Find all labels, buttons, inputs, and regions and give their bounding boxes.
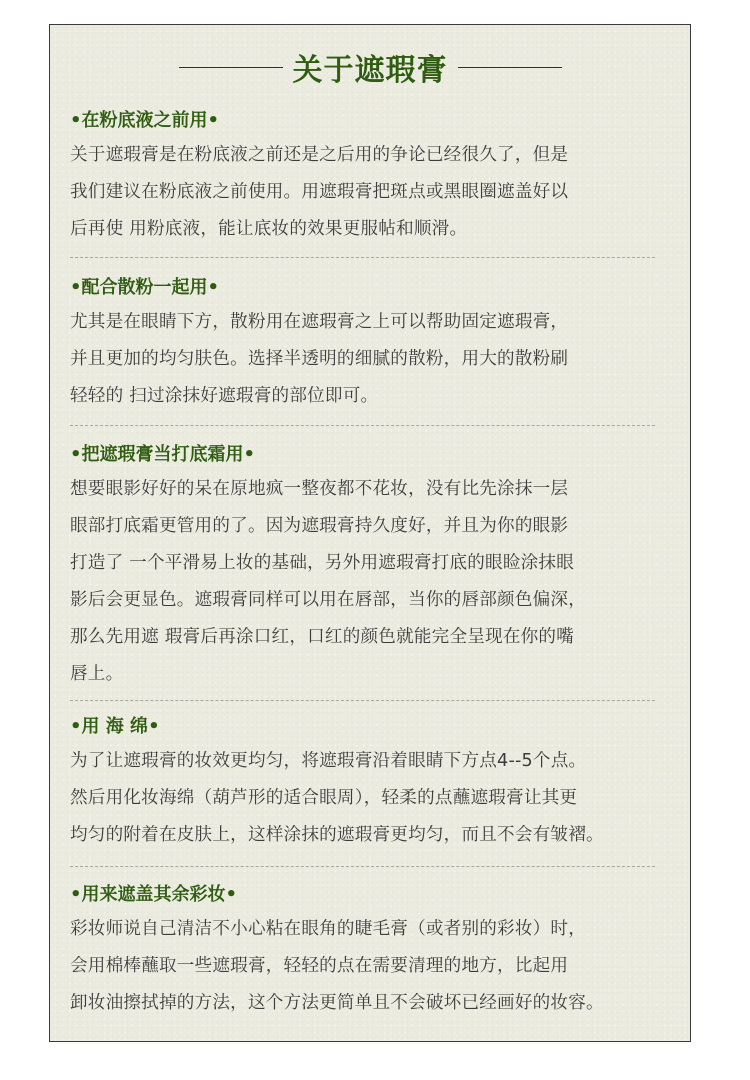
section-before-foundation [70, 105, 676, 248]
section-heading: •把遮瑕膏当打底霜用• [70, 444, 256, 465]
bullet-dot-icon: • [148, 716, 160, 737]
paragraph-line: 想要眼影好好的呆在原地疯一整夜都不花妆，没有比先涂抹一层 [70, 479, 569, 499]
bullet-dot-icon: • [243, 444, 256, 465]
section-use-sponge [70, 711, 676, 854]
paragraph-line: 唇上。 [70, 664, 124, 684]
bullet-dot-icon: • [70, 277, 82, 298]
article-card [49, 24, 691, 1042]
section-paragraph [70, 137, 676, 248]
paragraph-line: 并且更加的均匀肤色。选择半透明的细腻的散粉，用大的散粉刷 [70, 349, 569, 369]
section-divider [70, 257, 655, 258]
bullet-dot-icon: • [70, 444, 82, 465]
paragraph-line: 均匀的附着在皮肤上，这样涂抹的遮瑕膏更均匀，而且不会有皱褶。 [70, 825, 604, 845]
section-divider [70, 866, 655, 867]
section-with-powder [70, 272, 676, 415]
bullet-dot-icon: • [70, 110, 82, 131]
page-title: 关于遮瑕膏 [292, 53, 448, 88]
section-heading: •用来遮盖其余彩妆• [70, 884, 238, 905]
paragraph-line: 后再使 用粉底液，能让底妆的效果更服帖和顺滑。 [70, 219, 468, 239]
section-paragraph [70, 743, 676, 854]
paragraph-line: 打造了 一个平滑易上妆的基础，另外用遮瑕膏打底的眼睑涂抹眼 [70, 553, 575, 573]
bullet-dot-icon: • [225, 884, 238, 905]
section-heading: •配合散粉一起用• [70, 277, 220, 298]
paragraph-line: 影后会更显色。遮瑕膏同样可以用在唇部，当你的唇部颜色偏深， [70, 590, 587, 610]
section-heading: •用 海 绵• [70, 716, 160, 737]
title-left-rule [179, 67, 283, 68]
title-row [50, 39, 690, 95]
paragraph-line: 彩妆师说自己清洁不小心粘在眼角的睫毛膏（或者别的彩妆）时， [70, 919, 587, 939]
paragraph-line: 为了让遮瑕膏的妆效更均匀，将遮瑕膏沿着眼睛下方点4--5个点。 [70, 751, 587, 771]
paragraph-line: 眼部打底霜更管用的了。因为遮瑕膏持久度好，并且为你的眼影 [70, 516, 569, 536]
section-divider [70, 700, 655, 701]
section-paragraph [70, 304, 676, 415]
section-cover-makeup [70, 879, 676, 1022]
paragraph-line: 会用棉棒蘸取一些遮瑕膏，轻轻的点在需要清理的地方，比起用 [70, 956, 569, 976]
paragraph-line: 卸妆油擦拭掉的方法，这个方法更简单且不会破坏已经画好的妆容。 [70, 993, 604, 1013]
paragraph-line: 尤其是在眼睛下方，散粉用在遮瑕膏之上可以帮助固定遮瑕膏， [70, 312, 569, 332]
bullet-dot-icon: • [207, 277, 220, 298]
paragraph-line: 关于遮瑕膏是在粉底液之前还是之后用的争论已经很久了，但是 [70, 145, 569, 165]
section-paragraph [70, 471, 676, 693]
paragraph-line: 然后用化妆海绵（葫芦形的适合眼周），轻柔的点蘸遮瑕膏让其更 [70, 788, 578, 808]
title-right-rule [458, 67, 562, 68]
paragraph-line: 轻轻的 扫过涂抹好遮瑕膏的部位即可。 [70, 386, 379, 406]
section-divider [70, 425, 655, 426]
section-heading: •在粉底液之前用• [70, 110, 220, 131]
bullet-dot-icon: • [207, 110, 220, 131]
bullet-dot-icon: • [70, 884, 82, 905]
bullet-dot-icon: • [70, 716, 82, 737]
section-paragraph [70, 911, 676, 1022]
section-as-primer [70, 439, 676, 693]
paragraph-line: 我们建议在粉底液之前使用。用遮瑕膏把斑点或黑眼圈遮盖好以 [70, 182, 569, 202]
paragraph-line: 那么先用遮 瑕膏后再涂口红，口红的颜色就能完全呈现在你的嘴 [70, 627, 575, 647]
